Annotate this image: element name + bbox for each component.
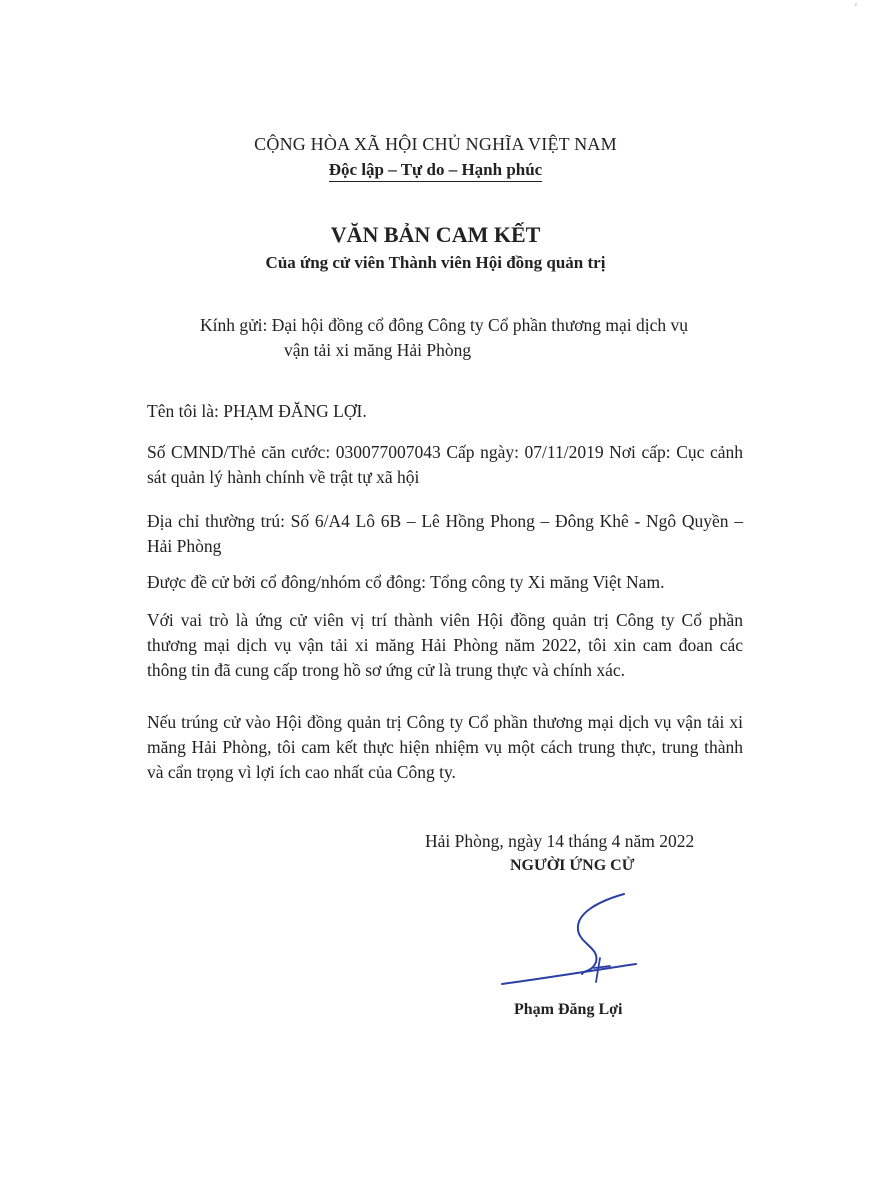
recipient-line-2: vận tải xi măng Hải Phòng (284, 340, 472, 360)
address-line: Địa chỉ thường trú: Số 6/A4 Lô 6B – Lê Hồng Phong – Đông Khê - Ngô Quyền – Hải Phòng (147, 511, 743, 556)
nomination-paragraph (101, 570, 743, 595)
role-text: Với vai trò là ứng cử viên vị trí thành viên Hội đồng quản trị Công ty Cổ phần thương mại dịch vụ vận tải xi măng Hải Phòng năm 2022, tôi xin cam đoan các thông tin đã cung cấp trong hồ sơ ứng cử là trung thực và chính xác. (147, 610, 743, 680)
id-paragraph (101, 440, 743, 490)
recipient-line-1: Kính gửi: Đại hội đồng cổ đông Công ty Cổ phần thương mại dịch vụ (200, 315, 689, 335)
address-paragraph (101, 509, 743, 559)
signature-date-place: Hải Phòng, ngày 14 tháng 4 năm 2022 (425, 831, 695, 851)
national-motto (0, 160, 871, 180)
role-paragraph (101, 608, 743, 683)
motto-text: Độc lập – Tự do – Hạnh phúc (329, 160, 542, 182)
commitment-paragraph (101, 710, 743, 785)
national-title: CỘNG HÒA XÃ HỘI CHỦ NGHĨA VIỆT NAM (254, 134, 617, 154)
nomination-line: Được đề cử bởi cổ đông/nhóm cổ đông: Tổng công ty Xi măng Việt Nam. (147, 572, 665, 592)
document-subtitle: Của ứng cử viên Thành viên Hội đồng quản trị (265, 253, 606, 272)
signer-name: Phạm Đăng Lợi (514, 1001, 623, 1018)
commitment-text: Nếu trúng cử vào Hội đồng quản trị Công ty Cổ phần thương mại dịch vụ vận tải xi măng Hải Phòng, tôi cam kết thực hiện nhiệm vụ một cách trung thực, trung thành và cẩn trọng vì lợi ích cao nhất của Công ty. (147, 712, 743, 782)
name-paragraph (101, 399, 743, 424)
recipient-block (200, 313, 760, 363)
document-title: VĂN BẢN CAM KẾT (330, 222, 541, 247)
signature-role: NGƯỜI ỨNG CỬ (510, 857, 635, 874)
candidate-name-line: Tên tôi là: PHẠM ĐĂNG LỢI. (147, 401, 367, 421)
id-card-line: Số CMND/Thẻ căn cước: 030077007043 Cấp ngày: 07/11/2019 Nơi cấp: Cục cảnh sát quản lý hành chính về trật tự xã hội (147, 442, 743, 487)
handwritten-signature (496, 888, 646, 988)
scan-edge-mark: ' (854, 0, 857, 14)
